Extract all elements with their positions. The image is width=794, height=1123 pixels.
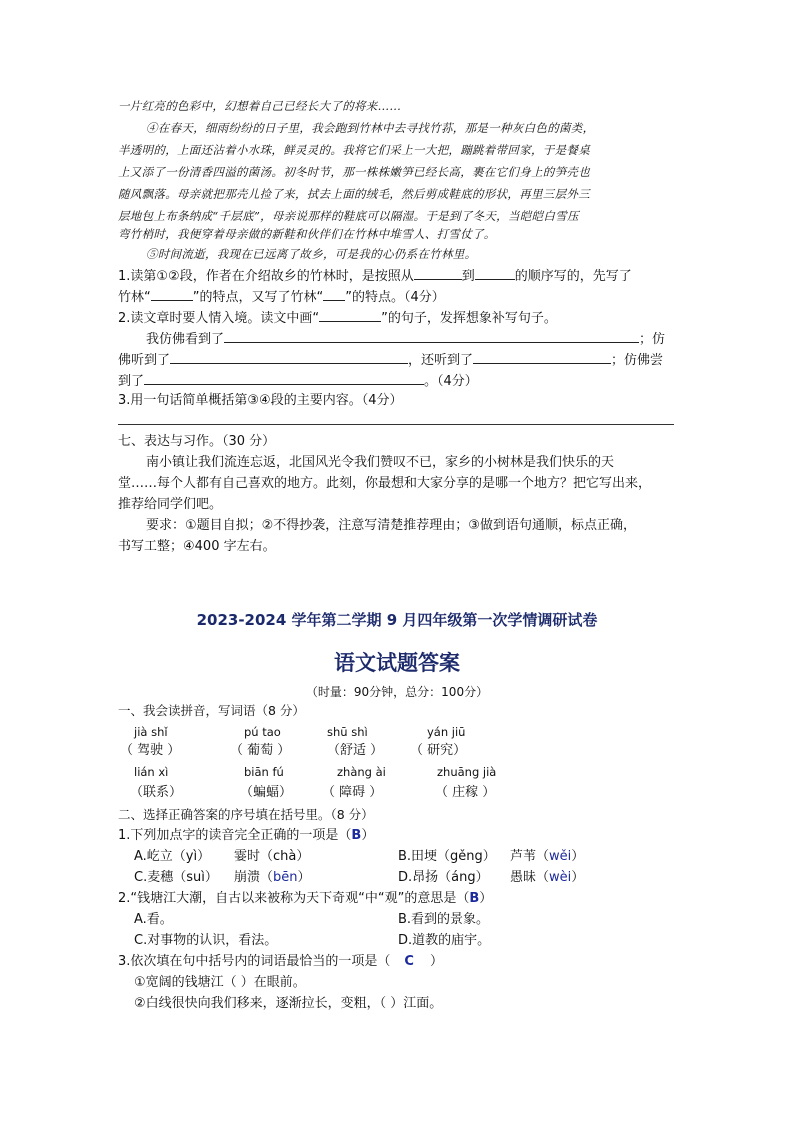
mc-option: 霎时（chà）: [234, 849, 310, 864]
pinyin: pú tao: [244, 725, 281, 739]
mc-question-1: 1.下列加点字的读音完全正确的一项是（B）: [118, 828, 375, 843]
answer-blank[interactable]: [224, 329, 639, 343]
question-2-line2: 佛听到了 ，还听到了 ；仿佛尝: [118, 350, 663, 370]
mc-option: D.道教的庙宇。: [398, 933, 491, 948]
mc-option: A.屹立（yì）: [134, 849, 211, 864]
answer-word: （ 庄稼 ）: [435, 785, 496, 800]
pinyin: zhuāng jià: [437, 765, 497, 779]
question-1-cont: 竹林“ ”的特点，又写了竹林“ ”的特点。（4分）: [118, 287, 445, 307]
passage-line: ⑤时间流逝，我现在已远离了故乡，可是我的心仍系在竹林里。: [146, 247, 477, 261]
answer-word: （ 障碍 ）: [322, 785, 383, 800]
mc-option: D.昂扬（áng）: [398, 870, 489, 885]
writing-requirements: 要求：①题目自拟；②不得抄袭，注意写清楚推荐理由；③做到语句通顺，标点正确，: [146, 518, 636, 533]
passage-line: 层地包上布条纳成“千层底”，母亲说那样的鞋底可以隔湿。于是到了冬天，当皑皑白雪压: [118, 209, 579, 223]
answer-word: （联系）: [130, 785, 183, 800]
section-7-heading: 七、表达与习作。（30 分）: [118, 434, 276, 449]
passage-line: 半透明的，上面还沾着小水珠，鲜灵灵的。我将它们采上一大把，蹦跳着带回家，于是餐桌: [118, 143, 590, 157]
answer-blank[interactable]: [170, 350, 408, 364]
passage-line: 一片红亮的色彩中，幻想着自己已经长大了的将来……: [118, 99, 402, 113]
answer-key-subtitle: 语文试题答案: [334, 651, 460, 675]
mc-option: B.看到的景象。: [398, 912, 490, 927]
answer-blank[interactable]: [473, 350, 611, 364]
passage-line: 弯竹梢时，我便穿着母亲做的新鞋和伙伴们在竹林中堆雪人、打雪仗了。: [118, 227, 496, 241]
passage-line: 随风飘落。母亲就把那壳儿捡了来，拭去上面的绒毛，然后剪成鞋底的形状，再里三层外三: [118, 187, 590, 201]
answer-blank[interactable]: [151, 287, 193, 301]
answer-blank[interactable]: [414, 266, 462, 280]
section-2-heading: 二、选择正确答案的序号填在括号里。（8 分）: [118, 807, 374, 822]
answer-word: （蝙蝠）: [240, 785, 293, 800]
question-2: 2.读文章时要人情入境。读文中画“ ”的句子，发挥想象补写句子。: [118, 308, 557, 328]
mc-sentence: ②白线很快向我们移来，逐渐拉长，变粗，（ ）江面。: [134, 996, 443, 1011]
exam-meta: （时量：90分钟，总分：100分）: [305, 685, 489, 699]
pinyin: jià shǐ: [134, 725, 168, 739]
mc-option: 芦苇（wěi）: [510, 849, 585, 864]
pinyin: shū shì: [327, 725, 368, 739]
writing-prompt-line: 南小镇让我们流连忘返，北国风光令我们赞叹不已，家乡的小树林是我们快乐的天: [146, 455, 615, 470]
mc-option: B.田埂（gěng）: [398, 849, 496, 864]
pinyin: zhàng ài: [337, 765, 386, 779]
mc-option: C.麦穗（suì）: [134, 870, 218, 885]
question-2-line1: 我仿佛看到了 ；仿: [146, 329, 665, 349]
answer-word: （ 驾驶 ）: [120, 743, 181, 758]
mc-question-3: 3.依次填在句中括号内的词语最恰当的一项是（ C ）: [118, 954, 443, 969]
answer-blank[interactable]: [475, 266, 515, 280]
answer-blank[interactable]: [319, 308, 381, 322]
answer-blank[interactable]: [144, 371, 424, 385]
answer-word: （ 葡萄 ）: [230, 743, 291, 758]
mc-option: C.对事物的认识，看法。: [134, 933, 278, 948]
mc-option: 愚昧（wèi）: [510, 870, 585, 885]
answer-word: （ 研究）: [410, 743, 467, 758]
passage-line: ④在春天，细雨纷纷的日子里，我会跑到竹林中去寻找竹荪，那是一种灰白色的菌类，: [146, 121, 595, 135]
writing-prompt-line: 堂……每个人都有自己喜欢的地方。此刻，你最想和大家分享的是哪一个地方？把它写出来，: [118, 476, 652, 491]
pinyin: biān fú: [244, 765, 284, 779]
question-1: 1.读第①②段，作者在介绍故乡的竹林时，是按照从 到 的顺序写的，先写了: [118, 266, 632, 286]
answer-blank[interactable]: [323, 287, 345, 301]
question-2-line3: 到了 。（4分）: [118, 371, 478, 391]
mc-option: 崩溃（bēn）: [234, 870, 311, 885]
mc-option: A.看。: [134, 912, 173, 927]
question-3: 3.用一句话简单概括第③④段的主要内容。（4分）: [118, 393, 403, 408]
mc-sentence: ①宽阔的钱塘江（ ）在眼前。: [134, 975, 306, 990]
writing-requirements: 书写工整；④400 字左右。: [118, 539, 276, 554]
answer-line[interactable]: [118, 424, 674, 425]
section-1-heading: 一、我会读拼音，写词语（8 分）: [118, 703, 305, 718]
answer-word: （舒适 ）: [327, 743, 384, 758]
passage-line: 上又添了一份清香四溢的菌汤。初冬时节，那一株株嫩笋已经长高，裹在它们身上的笋壳也: [118, 165, 590, 179]
answer-key-title: 2023-2024 学年第二学期 9 月四年级第一次学情调研试卷: [196, 611, 598, 629]
pinyin: yán jiū: [427, 725, 466, 739]
writing-prompt-line: 推荐给同学们吧。: [118, 497, 223, 512]
mc-question-2: 2.“钱塘江大潮，自古以来被称为天下奇观“中“观”的意思是（B）: [118, 891, 493, 906]
pinyin: lián xì: [134, 765, 169, 779]
